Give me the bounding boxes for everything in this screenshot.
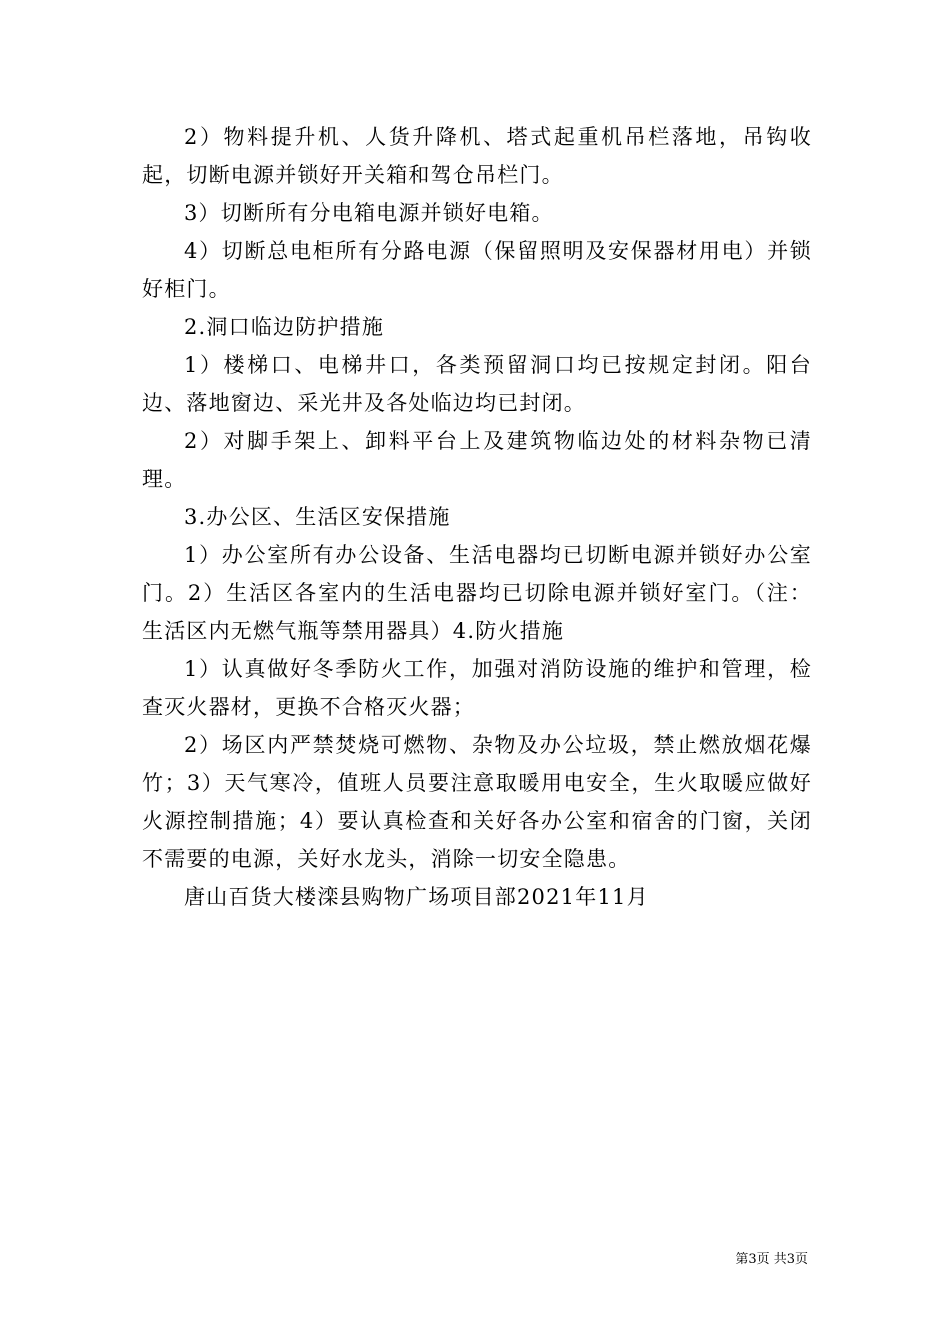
paragraph-scaffold-cleanup: 2）对脚手架上、卸料平台上及建筑物临边处的材料杂物已清理。 <box>142 429 812 491</box>
signature-line: 唐山百货大楼滦县购物广场项目部2021年11月 <box>184 885 649 909</box>
paragraph-distribution-box: 3）切断所有分电箱电源并锁好电箱。 <box>184 201 554 225</box>
paragraph-hoist-power-off: 2）物料提升机、人货升降机、塔式起重机吊栏落地，吊钩收起，切断电源并锁好开关箱和驾仓吊栏门。 <box>142 125 812 187</box>
page-number-footer: 第3页 共3页 <box>735 1252 808 1267</box>
paragraph-fire-safety-rules: 2）场区内严禁焚烧可燃物、杂物及办公垃圾，禁止燃放烟花爆竹；3）天气寒冷，值班人员要注意取暖用电安全，生火取暖应做好火源控制措施；4）要认真检查和关好各办公室和宿舍的门窗，关闭不需要的电源，关好水龙头，消除一切安全隐患。 <box>142 733 812 871</box>
document-body <box>142 118 812 916</box>
paragraph-main-cabinet: 4）切断总电柜所有分路电源（保留照明及安保器材用电）并锁好柜门。 <box>142 239 812 301</box>
paragraph-office-living-measures: 1）办公室所有办公设备、生活电器均已切断电源并锁好办公室门。2）生活区各室内的生活电器均已切除电源并锁好室门。（注：生活区内无燃气瓶等禁用器具）4.防火措施 <box>142 543 812 643</box>
section-heading-openings: 2.洞口临边防护措施 <box>184 315 385 339</box>
paragraph-openings-sealed: 1）楼梯口、电梯井口，各类预留洞口均已按规定封闭。阳台边、落地窗边、采光井及各处临边均已封闭。 <box>142 353 812 415</box>
paragraph-fire-prevention: 1）认真做好冬季防火工作，加强对消防设施的维护和管理，检查灭火器材，更换不合格灭火器； <box>142 657 812 719</box>
section-heading-office-living: 3.办公区、生活区安保措施 <box>184 505 451 529</box>
